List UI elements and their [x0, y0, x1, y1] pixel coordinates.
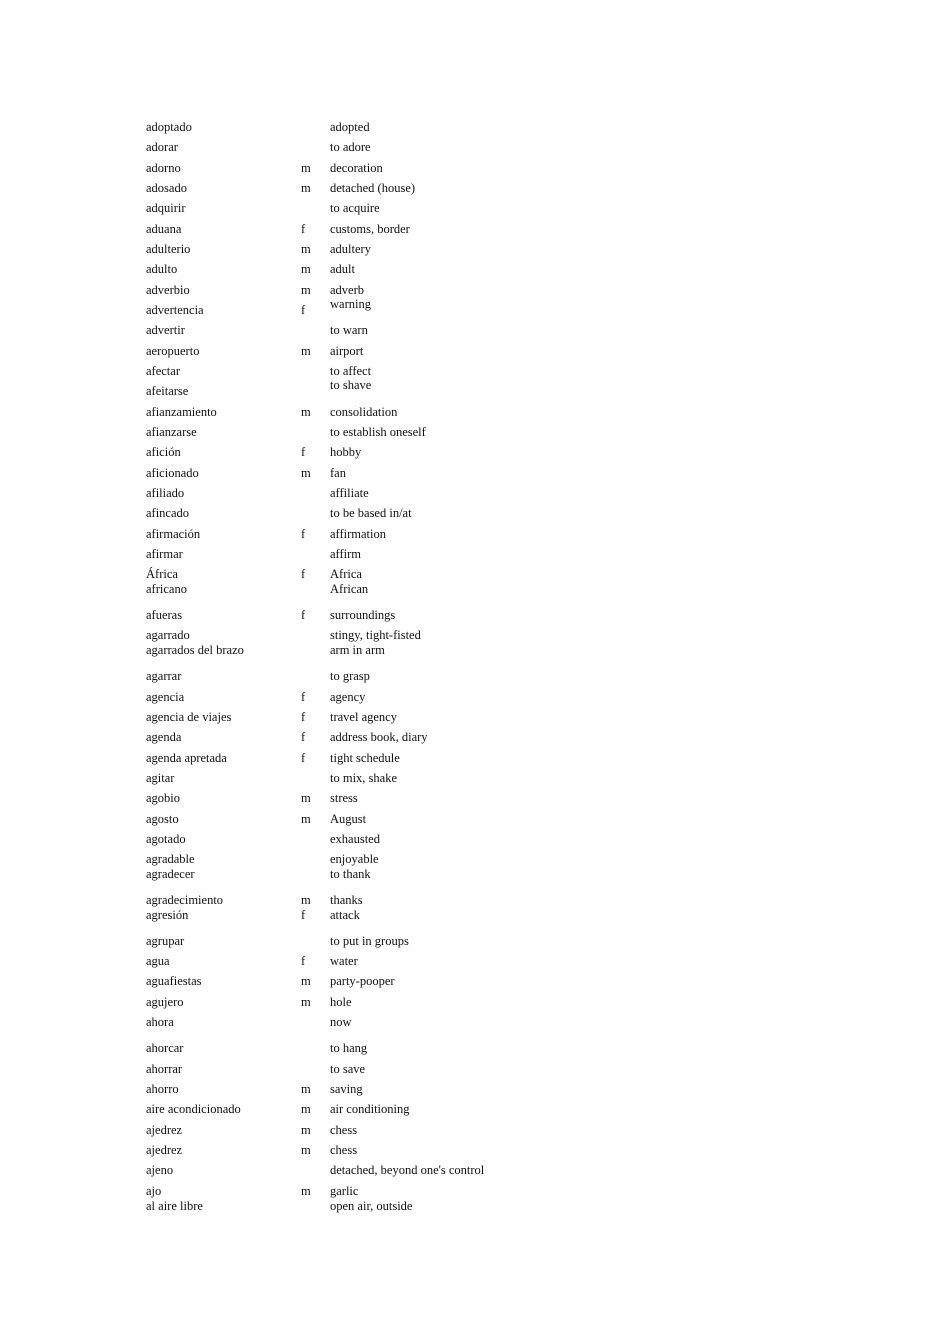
english-translation: thanks	[330, 893, 363, 907]
spanish-term: advertir	[146, 323, 185, 337]
spanish-term: ajedrez	[146, 1123, 183, 1137]
spanish-term: adorar	[146, 140, 178, 154]
gender-marker: m	[301, 1143, 311, 1157]
glossary-entry	[146, 297, 546, 318]
spanish-term: ahorcar	[146, 1041, 184, 1055]
glossary-entry	[146, 866, 546, 882]
glossary-entry	[146, 1142, 546, 1158]
glossary-entry	[146, 933, 546, 949]
english-translation: adopted	[330, 120, 370, 134]
english-translation: to shave	[330, 378, 372, 392]
english-translation: adultery	[330, 242, 371, 256]
glossary-entry	[146, 811, 546, 827]
english-translation: travel agency	[330, 710, 397, 724]
english-translation: to affect	[330, 364, 372, 378]
gender-marker: m	[301, 1102, 311, 1116]
gender-marker: f	[301, 303, 306, 317]
glossary-entry	[146, 953, 546, 969]
english-translation: fan	[330, 466, 346, 480]
english-translation: adverb	[330, 283, 365, 297]
english-translation: to adore	[330, 140, 371, 154]
gender-marker: m	[301, 791, 311, 805]
glossary-entry	[146, 994, 546, 1010]
gender-marker: m	[301, 242, 311, 256]
gender-marker: f	[301, 730, 306, 744]
spanish-term: ajeno	[146, 1163, 174, 1177]
spanish-term: agradecimiento	[146, 893, 224, 907]
glossary-entry	[146, 750, 546, 766]
english-translation: detached (house)	[330, 181, 416, 195]
glossary-entry	[146, 1183, 546, 1199]
gender-marker: m	[301, 181, 311, 195]
spanish-term: ahorro	[146, 1082, 179, 1096]
glossary-entry	[146, 343, 546, 359]
glossary-entry	[146, 581, 546, 597]
spanish-term: agujero	[146, 995, 184, 1009]
glossary-entry	[146, 444, 546, 460]
english-translation: affiliate	[330, 486, 369, 500]
glossary-entry	[146, 261, 546, 277]
spanish-term: ajedrez	[146, 1143, 183, 1157]
glossary-entry	[146, 607, 546, 623]
glossary-entry	[146, 546, 546, 562]
spanish-term: africano	[146, 582, 187, 596]
spanish-term: afueras	[146, 608, 183, 622]
spanish-term: agradable	[146, 852, 195, 866]
gender-marker: m	[301, 161, 311, 175]
gender-marker: f	[301, 710, 306, 724]
glossary-entry	[146, 892, 546, 908]
english-translation: agency	[330, 690, 366, 704]
english-translation: August	[330, 812, 367, 826]
spanish-term: adosado	[146, 181, 187, 195]
english-translation: garlic	[330, 1184, 359, 1198]
spanish-term: adulto	[146, 262, 178, 276]
gender-marker: m	[301, 344, 311, 358]
spanish-term: agua	[146, 954, 170, 968]
gender-marker: f	[301, 222, 306, 236]
gender-marker: m	[301, 262, 311, 276]
spanish-term: adulterio	[146, 242, 191, 256]
spanish-term: agrupar	[146, 934, 185, 948]
english-translation: to warn	[330, 323, 368, 337]
glossary-entry	[146, 1081, 546, 1097]
english-translation: party-pooper	[330, 974, 395, 988]
english-translation: affirm	[330, 547, 362, 561]
spanish-term: agenda apretada	[146, 751, 227, 765]
gender-marker: f	[301, 445, 306, 459]
gender-marker: f	[301, 908, 306, 922]
spanish-term: advertencia	[146, 303, 204, 317]
glossary-entry	[146, 770, 546, 786]
gender-marker: f	[301, 567, 306, 581]
glossary-entry	[146, 973, 546, 989]
glossary-entry	[146, 241, 546, 257]
english-translation: address book, diary	[330, 730, 428, 744]
spanish-term: agotado	[146, 832, 186, 846]
english-translation: African	[330, 582, 369, 596]
glossary-entry	[146, 322, 546, 338]
glossary-entry	[146, 831, 546, 847]
english-translation: adult	[330, 262, 355, 276]
english-translation: stress	[330, 791, 358, 805]
spanish-term: aduana	[146, 222, 182, 236]
glossary-entry	[146, 119, 546, 135]
spanish-term: adorno	[146, 161, 181, 175]
spanish-term: ajo	[146, 1184, 162, 1198]
glossary-entry	[146, 1198, 546, 1214]
english-translation: to thank	[330, 867, 371, 881]
glossary-entry	[146, 1122, 546, 1138]
gender-marker: f	[301, 690, 306, 704]
glossary-entry	[146, 465, 546, 481]
spanish-term: adverbio	[146, 283, 190, 297]
spanish-term: afiliado	[146, 486, 185, 500]
spanish-term: agencia	[146, 690, 185, 704]
glossary-entry	[146, 1040, 546, 1056]
glossary-entry	[146, 851, 546, 867]
english-translation: Africa	[330, 567, 362, 581]
spanish-term: agosto	[146, 812, 179, 826]
english-translation: detached, beyond one's control	[330, 1163, 485, 1177]
glossary-entry	[146, 424, 546, 440]
english-translation: warning	[330, 297, 371, 311]
english-translation: affirmation	[330, 527, 386, 541]
gender-marker: f	[301, 527, 306, 541]
spanish-term: agenda	[146, 730, 182, 744]
spanish-term: agresión	[146, 908, 189, 922]
glossary-entry	[146, 627, 546, 643]
glossary-entry	[146, 139, 546, 155]
glossary-entry	[146, 200, 546, 216]
glossary-entry	[146, 378, 546, 399]
spanish-term: afianzarse	[146, 425, 197, 439]
english-translation: air conditioning	[330, 1102, 410, 1116]
english-translation: saving	[330, 1082, 363, 1096]
spanish-term: agitar	[146, 771, 175, 785]
spanish-term: agobio	[146, 791, 181, 805]
spanish-term: afeitarse	[146, 384, 189, 398]
english-translation: decoration	[330, 161, 383, 175]
glossary-entry	[146, 1061, 546, 1077]
english-translation: to be based in/at	[330, 506, 412, 520]
spanish-term: aeropuerto	[146, 344, 200, 358]
spanish-term: afirmación	[146, 527, 201, 541]
gender-marker: f	[301, 608, 306, 622]
spanish-term: al aire libre	[146, 1199, 203, 1213]
english-translation: to hang	[330, 1041, 368, 1055]
glossary-entry	[146, 160, 546, 176]
glossary-entry	[146, 709, 546, 725]
glossary-entry	[146, 907, 546, 923]
spanish-term: agencia de viajes	[146, 710, 232, 724]
english-translation: tight schedule	[330, 751, 400, 765]
gender-marker: m	[301, 1184, 311, 1198]
spanish-term: agarrados del brazo	[146, 643, 244, 657]
gender-marker: m	[301, 466, 311, 480]
english-translation: chess	[330, 1123, 358, 1137]
glossary-entry	[146, 1101, 546, 1117]
english-translation: hole	[330, 995, 352, 1009]
english-translation: consolidation	[330, 405, 398, 419]
spanish-term: afianzamiento	[146, 405, 217, 419]
spanish-term: afincado	[146, 506, 190, 520]
glossary-entry	[146, 668, 546, 684]
english-translation: to mix, shake	[330, 771, 398, 785]
spanish-term: aire acondicionado	[146, 1102, 241, 1116]
english-translation: airport	[330, 344, 364, 358]
english-translation: customs, border	[330, 222, 410, 236]
gender-marker: m	[301, 893, 311, 907]
spanish-term: aguafiestas	[146, 974, 202, 988]
gender-marker: f	[301, 954, 306, 968]
spanish-term: afirmar	[146, 547, 183, 561]
glossary-entry	[146, 689, 546, 705]
glossary-entry	[146, 790, 546, 806]
gender-marker: m	[301, 995, 311, 1009]
spanish-term: aficionado	[146, 466, 199, 480]
english-translation: to grasp	[330, 669, 370, 683]
english-translation: arm in arm	[330, 643, 385, 657]
spanish-term: agarrar	[146, 669, 182, 683]
english-translation: open air, outside	[330, 1199, 413, 1213]
glossary-entry	[146, 485, 546, 501]
gender-marker: m	[301, 1082, 311, 1096]
glossary-entry	[146, 1014, 546, 1030]
glossary-entry	[146, 404, 546, 420]
english-translation: surroundings	[330, 608, 396, 622]
spanish-term: afectar	[146, 364, 180, 378]
english-translation: to put in groups	[330, 934, 409, 948]
glossary-entry	[146, 566, 546, 582]
gender-marker: m	[301, 812, 311, 826]
glossary-entry	[146, 729, 546, 745]
gender-marker: m	[301, 283, 311, 297]
glossary-entry	[146, 526, 546, 542]
english-translation: attack	[330, 908, 360, 922]
english-translation: hobby	[330, 445, 362, 459]
english-translation: to save	[330, 1062, 366, 1076]
spanish-term: adquirir	[146, 201, 186, 215]
gender-marker: m	[301, 1123, 311, 1137]
gender-marker: m	[301, 974, 311, 988]
glossary-entry	[146, 505, 546, 521]
glossary-entry	[146, 221, 546, 237]
spanish-term: agradecer	[146, 867, 195, 881]
glossary-entry	[146, 180, 546, 196]
glossary-entry	[146, 642, 546, 658]
english-translation: exhausted	[330, 832, 380, 846]
english-translation: now	[330, 1015, 352, 1029]
spanish-term: África	[146, 567, 178, 581]
gender-marker: m	[301, 405, 311, 419]
gender-marker: f	[301, 751, 306, 765]
spanish-term: afición	[146, 445, 181, 459]
english-translation: chess	[330, 1143, 358, 1157]
english-translation: stingy, tight-fisted	[330, 628, 421, 642]
spanish-term: ahorrar	[146, 1062, 183, 1076]
spanish-term: adoptado	[146, 120, 192, 134]
spanish-term: agarrado	[146, 628, 190, 642]
english-translation: to establish oneself	[330, 425, 426, 439]
english-translation: enjoyable	[330, 852, 379, 866]
spanish-term: ahora	[146, 1015, 174, 1029]
english-translation: to acquire	[330, 201, 380, 215]
glossary-entry	[146, 1162, 546, 1178]
english-translation: water	[330, 954, 358, 968]
